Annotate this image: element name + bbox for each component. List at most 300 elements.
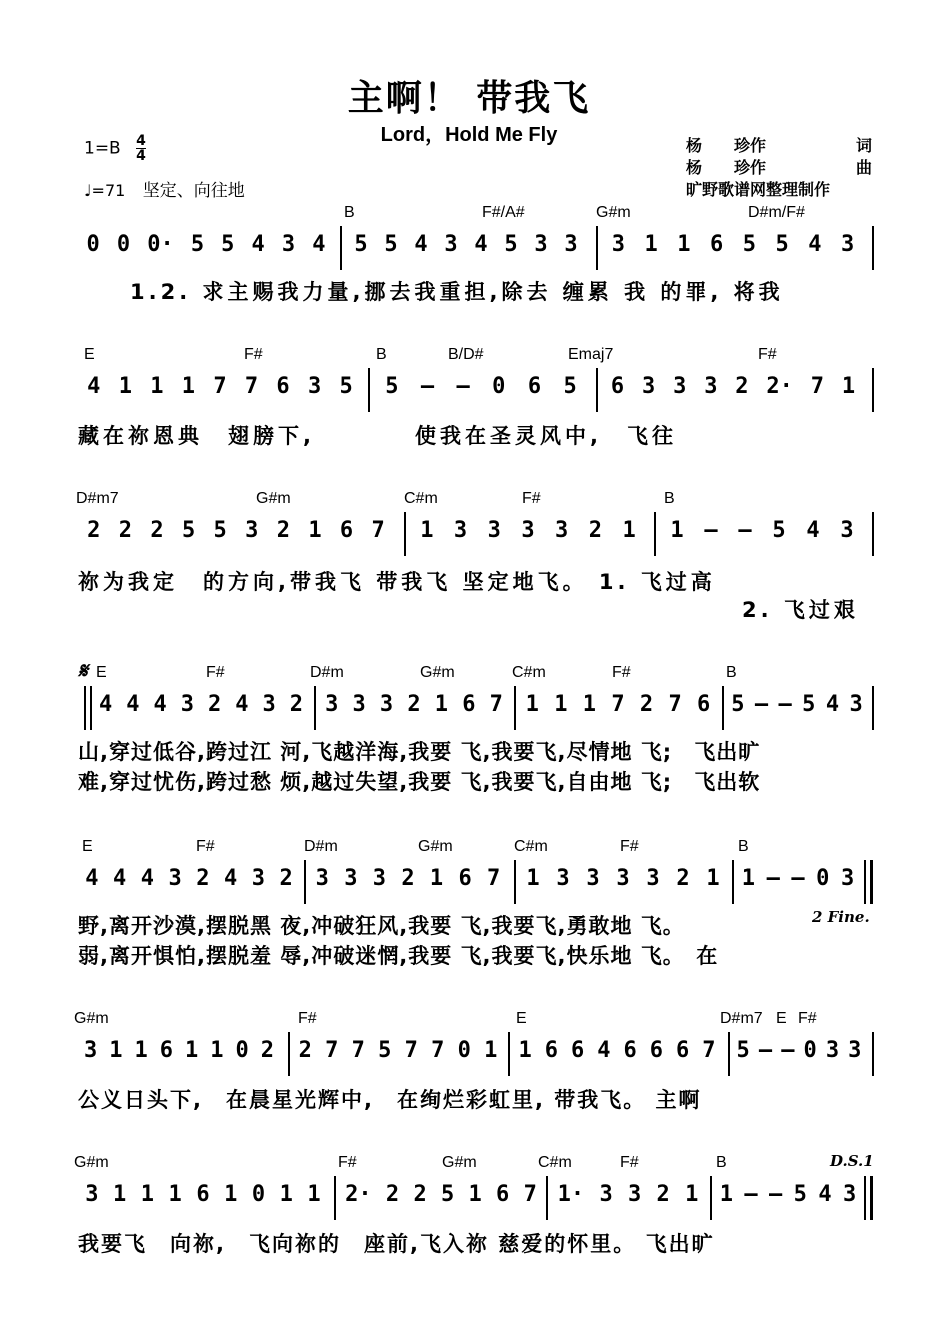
chord: F# bbox=[798, 1010, 817, 1027]
barline bbox=[722, 686, 724, 730]
measure bbox=[292, 1038, 504, 1074]
barline bbox=[864, 860, 866, 904]
note: 5 bbox=[772, 518, 786, 543]
note: 1· bbox=[557, 1182, 585, 1207]
note: – bbox=[791, 866, 805, 891]
note: 4 bbox=[474, 232, 488, 257]
note: 2 bbox=[588, 518, 602, 543]
note: 6 bbox=[676, 1038, 690, 1063]
note: 3 bbox=[849, 692, 863, 717]
note: 1 bbox=[644, 232, 658, 257]
barline bbox=[340, 226, 342, 270]
lyric-line: 藏在祢恩典 翅膀下, 使我在圣灵风中, 飞往 bbox=[78, 424, 677, 448]
chord-line bbox=[78, 204, 874, 226]
note: 1 bbox=[279, 1182, 293, 1207]
chord: G#m bbox=[596, 204, 631, 221]
chord: B bbox=[376, 346, 387, 363]
note: 7 bbox=[371, 518, 385, 543]
note: 7 bbox=[611, 692, 625, 717]
note: 2 bbox=[276, 518, 290, 543]
measure bbox=[410, 518, 646, 554]
note: 1 bbox=[308, 518, 322, 543]
lyricist-role: 词 bbox=[855, 136, 872, 155]
fine-mark: 2 Fine. bbox=[812, 908, 870, 926]
note: 7 bbox=[668, 692, 682, 717]
note: 5 bbox=[339, 374, 353, 399]
note: – bbox=[754, 692, 769, 717]
note: 2 bbox=[150, 518, 164, 543]
chord-line bbox=[78, 838, 874, 860]
note: 6 bbox=[196, 1182, 210, 1207]
measure bbox=[78, 866, 300, 902]
note: 4 bbox=[825, 692, 840, 717]
chord: F#/A# bbox=[482, 204, 525, 221]
chord: B bbox=[726, 664, 737, 681]
barline bbox=[514, 860, 516, 904]
barline bbox=[654, 512, 656, 556]
chord: Emaj7 bbox=[568, 346, 614, 363]
note: 1 bbox=[554, 692, 568, 717]
song-subtitle: Lord，Hold Me Fly bbox=[380, 124, 558, 146]
note: 4 bbox=[99, 692, 113, 717]
note: 0· bbox=[147, 232, 174, 257]
note: 5 bbox=[181, 518, 196, 543]
measure bbox=[714, 1182, 862, 1218]
lyric-line: 我要飞 向祢, 飞向祢的 座前,飞入祢 慈爱的怀里。 飞出旷 bbox=[78, 1232, 715, 1256]
barline bbox=[546, 1176, 548, 1220]
note: 5 bbox=[731, 692, 745, 717]
chord: E bbox=[96, 664, 107, 681]
note-line bbox=[78, 1038, 874, 1074]
note: 3 bbox=[673, 374, 687, 399]
note: 1 bbox=[484, 1038, 498, 1063]
note: – bbox=[704, 518, 718, 543]
composer-role: 曲 bbox=[855, 158, 872, 177]
time-signature bbox=[136, 134, 146, 163]
note: 3 bbox=[352, 692, 366, 717]
note: 1 bbox=[841, 374, 856, 399]
chord: F# bbox=[206, 664, 225, 681]
note: 2· bbox=[345, 1182, 372, 1207]
note: 2 bbox=[260, 1038, 274, 1063]
measure bbox=[78, 518, 394, 554]
barline bbox=[872, 226, 874, 270]
note: 6 bbox=[462, 692, 476, 717]
note: 6 bbox=[710, 232, 724, 257]
note: 0 bbox=[492, 374, 506, 399]
note: 3 bbox=[555, 518, 569, 543]
note: 3 bbox=[180, 692, 194, 717]
barline bbox=[872, 368, 874, 412]
measure bbox=[78, 1038, 280, 1074]
measure bbox=[374, 374, 588, 410]
barline bbox=[314, 686, 316, 730]
lyric-line: 祢为我定 的方向,带我飞 带我飞 坚定地飞。 1. 飞过高 bbox=[78, 570, 716, 594]
chord: G#m bbox=[442, 1154, 477, 1171]
note: 6 bbox=[339, 518, 354, 543]
note: – bbox=[456, 374, 470, 399]
chord: F# bbox=[244, 346, 263, 363]
lyric-line: 1.2. 求主赐我力量,挪去我重担,除去 缠累 我 的罪, 将我 bbox=[130, 280, 784, 304]
note: 2 bbox=[413, 1182, 427, 1207]
measure bbox=[78, 374, 362, 410]
final-barline bbox=[870, 1176, 873, 1220]
note: 3 bbox=[642, 374, 656, 399]
note: 5 bbox=[793, 1182, 807, 1207]
chord: E bbox=[82, 838, 93, 855]
note-line bbox=[78, 866, 874, 902]
note: 1 bbox=[134, 1038, 148, 1063]
note: 2 bbox=[208, 692, 222, 717]
chord: F# bbox=[196, 838, 215, 855]
measure bbox=[78, 232, 334, 268]
chord-line bbox=[78, 346, 874, 368]
barline bbox=[864, 1176, 866, 1220]
measure bbox=[318, 692, 510, 728]
note: 6 bbox=[496, 1182, 510, 1207]
lyric-line-alt: 弱,离开惧怕,摆脱羞 辱,冲破迷惘,我要 飞,我要飞,快乐地 飞。 在 bbox=[78, 944, 719, 968]
note: 5 bbox=[802, 692, 816, 717]
note: 6 bbox=[571, 1038, 585, 1063]
note: 7 bbox=[404, 1038, 418, 1063]
note: 2 bbox=[407, 692, 421, 717]
note: 6 bbox=[623, 1038, 637, 1063]
note: 1 bbox=[420, 518, 434, 543]
note: 6 bbox=[649, 1038, 663, 1063]
note: 5 bbox=[354, 232, 368, 257]
chord: C#m bbox=[404, 490, 438, 507]
note: 1 bbox=[429, 866, 444, 891]
chord: D#m7 bbox=[720, 1010, 763, 1027]
chord: G#m bbox=[418, 838, 453, 855]
barline bbox=[404, 512, 406, 556]
note: 4 bbox=[153, 692, 167, 717]
note: 2 bbox=[639, 692, 654, 717]
lyricist-credit bbox=[686, 133, 872, 155]
note: 0 bbox=[116, 232, 131, 257]
note: 5 bbox=[378, 1038, 392, 1063]
chord-line bbox=[74, 1010, 874, 1032]
note: 3 bbox=[842, 1182, 857, 1207]
note: 2 bbox=[401, 866, 415, 891]
note: 2· bbox=[766, 374, 793, 399]
note: 3 bbox=[281, 232, 296, 257]
ds-mark: D.S.1 bbox=[830, 1152, 874, 1170]
composer-credit bbox=[686, 155, 872, 177]
note-line bbox=[78, 692, 874, 728]
note: 5 bbox=[742, 232, 756, 257]
lyric-line-alt: 难,穿过忧伤,跨过愁 烦,越过失望,我要 飞,我要飞,自由地 飞; 飞出软 bbox=[78, 770, 761, 794]
note: 3 bbox=[325, 692, 339, 717]
note: 3 bbox=[611, 232, 625, 257]
note: – bbox=[758, 1038, 773, 1063]
measure bbox=[518, 692, 718, 728]
note: 3 bbox=[168, 866, 182, 891]
chord: B bbox=[716, 1154, 727, 1171]
measure bbox=[736, 866, 860, 902]
note: – bbox=[766, 866, 780, 891]
note: 1 bbox=[307, 1182, 321, 1207]
note: 6 bbox=[159, 1038, 173, 1063]
note: 1 bbox=[582, 692, 597, 717]
note: 1 bbox=[118, 374, 132, 399]
note: 0 bbox=[457, 1038, 471, 1063]
note: 2 bbox=[735, 374, 749, 399]
maker-text: 旷野歌谱网整理制作 bbox=[686, 180, 831, 199]
note: 2 bbox=[118, 518, 133, 543]
note: 7 bbox=[702, 1038, 716, 1063]
note: 3 bbox=[315, 866, 329, 891]
chord: D#m bbox=[310, 664, 344, 681]
time-top: 4 bbox=[136, 133, 146, 149]
note: 5 bbox=[440, 1182, 455, 1207]
barline bbox=[508, 1032, 510, 1076]
barline bbox=[288, 1032, 290, 1076]
note: 5 bbox=[385, 374, 399, 399]
composer-name: 杨 珍作 bbox=[686, 158, 767, 177]
chord: C#m bbox=[514, 838, 548, 855]
lyric-line: 山,穿过低谷,跨过江 河,飞越洋海,我要 飞,我要飞,尽情地 飞; 飞出旷 bbox=[78, 740, 761, 764]
note: 3 bbox=[245, 518, 259, 543]
note: 7 bbox=[810, 374, 824, 399]
note: 3 bbox=[848, 1038, 862, 1063]
note: 0 bbox=[86, 232, 100, 257]
note: 3 bbox=[262, 692, 276, 717]
note: 1 bbox=[525, 692, 539, 717]
note: 4 bbox=[251, 232, 265, 257]
note: 3 bbox=[84, 1038, 98, 1063]
note: 1 bbox=[719, 1182, 733, 1207]
note-line bbox=[78, 518, 874, 554]
note: 0 bbox=[803, 1038, 817, 1063]
note: 2 bbox=[656, 1182, 670, 1207]
chord: B bbox=[344, 204, 355, 221]
note: 7 bbox=[244, 374, 259, 399]
measure bbox=[602, 232, 864, 268]
barline bbox=[732, 860, 734, 904]
note: 4 bbox=[113, 866, 127, 891]
note: 6 bbox=[527, 374, 542, 399]
segno-sign: 𝄋 bbox=[78, 658, 88, 684]
note: 7 bbox=[487, 866, 501, 891]
note: 3 bbox=[586, 866, 600, 891]
note: 1 bbox=[741, 866, 756, 891]
note: 4 bbox=[140, 866, 154, 891]
note: 7 bbox=[213, 374, 227, 399]
barline bbox=[514, 686, 516, 730]
note: 7 bbox=[325, 1038, 339, 1063]
chord: G#m bbox=[74, 1154, 109, 1171]
note: 2 bbox=[87, 518, 101, 543]
note: 7 bbox=[489, 692, 503, 717]
note: 1 bbox=[113, 1182, 127, 1207]
tempo-mark: ♩=71 bbox=[84, 181, 126, 200]
note: 1 bbox=[168, 1182, 182, 1207]
note: 3 bbox=[840, 866, 855, 891]
note-line bbox=[78, 232, 874, 268]
chord: G#m bbox=[256, 490, 291, 507]
note: 0 bbox=[251, 1182, 266, 1207]
note: – bbox=[781, 1038, 795, 1063]
note: 2 bbox=[676, 866, 690, 891]
barline bbox=[84, 686, 86, 730]
note: 5 bbox=[190, 232, 205, 257]
barline bbox=[872, 1032, 874, 1076]
note: 4 bbox=[818, 1182, 832, 1207]
chord: F# bbox=[338, 1154, 357, 1171]
note: 3 bbox=[627, 1182, 642, 1207]
barline bbox=[334, 1176, 336, 1220]
note: 1 bbox=[224, 1182, 238, 1207]
note: 3 bbox=[372, 866, 387, 891]
chord: C#m bbox=[538, 1154, 572, 1171]
song-title: 主啊！ 带我飞 bbox=[347, 78, 591, 119]
note: 2 bbox=[385, 1182, 400, 1207]
note: 1 bbox=[109, 1038, 123, 1063]
measure bbox=[660, 518, 864, 554]
note: 3 bbox=[599, 1182, 613, 1207]
note: 4 bbox=[414, 232, 428, 257]
note: 3 bbox=[534, 232, 548, 257]
chord: E bbox=[84, 346, 95, 363]
note: 3 bbox=[85, 1182, 99, 1207]
measure bbox=[732, 1038, 866, 1074]
note: 3 bbox=[840, 518, 854, 543]
note: 5 bbox=[384, 232, 398, 257]
note: 1 bbox=[150, 374, 164, 399]
barline bbox=[596, 368, 598, 412]
note: 4 bbox=[806, 518, 820, 543]
time-bottom: 4 bbox=[136, 148, 146, 164]
note: 3 bbox=[646, 866, 660, 891]
note: 1 bbox=[185, 1038, 199, 1063]
mood-text: 坚定、向往地 bbox=[142, 181, 245, 201]
lyric-line-alt: 2. 飞过艰 bbox=[742, 598, 859, 622]
note: 1 bbox=[468, 1182, 482, 1207]
note: 3 bbox=[521, 518, 535, 543]
note: 5 bbox=[221, 232, 235, 257]
note: 4 bbox=[224, 866, 238, 891]
note: 4 bbox=[126, 692, 140, 717]
chord: F# bbox=[522, 490, 541, 507]
measure bbox=[78, 1182, 328, 1218]
tempo-line bbox=[84, 176, 245, 201]
barline bbox=[728, 1032, 730, 1076]
measure bbox=[346, 232, 586, 268]
barline bbox=[872, 686, 874, 730]
note: 1 bbox=[434, 692, 449, 717]
note: 7 bbox=[523, 1182, 537, 1207]
note: 6 bbox=[544, 1038, 558, 1063]
note-line bbox=[78, 1182, 874, 1218]
lyricist-name: 杨 珍作 bbox=[686, 136, 767, 155]
note: 5 bbox=[504, 232, 518, 257]
chord: G#m bbox=[420, 664, 455, 681]
note: 5 bbox=[775, 232, 789, 257]
note: 1 bbox=[685, 1182, 699, 1207]
chord: F# bbox=[758, 346, 777, 363]
note: 3 bbox=[251, 866, 265, 891]
note: 4 bbox=[808, 232, 822, 257]
measure bbox=[726, 692, 868, 728]
note: 6 bbox=[697, 692, 711, 717]
chord: F# bbox=[612, 664, 631, 681]
measure bbox=[518, 866, 728, 902]
note: 2 bbox=[279, 866, 293, 891]
note: 3 bbox=[564, 232, 578, 257]
chord-line bbox=[78, 490, 874, 512]
maker-credit bbox=[686, 177, 872, 199]
barline bbox=[596, 226, 598, 270]
barline bbox=[368, 368, 370, 412]
barline bbox=[872, 512, 874, 556]
note: 1 bbox=[140, 1182, 155, 1207]
chord: F# bbox=[620, 1154, 639, 1171]
measure bbox=[308, 866, 508, 902]
chord: B bbox=[738, 838, 749, 855]
note: 2 bbox=[289, 692, 303, 717]
chord: D#m/F# bbox=[748, 204, 805, 221]
note: 3 bbox=[453, 518, 468, 543]
note: 0 bbox=[235, 1038, 249, 1063]
note: 7 bbox=[351, 1038, 365, 1063]
note: 3 bbox=[444, 232, 458, 257]
chord: E bbox=[776, 1010, 787, 1027]
note: 7 bbox=[431, 1038, 445, 1063]
credits bbox=[686, 133, 872, 199]
note: 1 bbox=[677, 232, 691, 257]
final-barline bbox=[870, 860, 873, 904]
note: 4 bbox=[85, 866, 99, 891]
barline bbox=[710, 1176, 712, 1220]
chord: B bbox=[664, 490, 675, 507]
lyric-line: 野,离开沙漠,摆脱黑 夜,冲破狂风,我要 飞,我要飞,勇敢地 飞。 bbox=[78, 914, 685, 938]
note: 5 bbox=[213, 518, 227, 543]
note: 1 bbox=[670, 518, 684, 543]
chord: C#m bbox=[512, 664, 546, 681]
note: 3 bbox=[556, 866, 570, 891]
note: 1 bbox=[706, 866, 720, 891]
note: – bbox=[738, 518, 752, 543]
note: 1 bbox=[622, 518, 636, 543]
note: 4 bbox=[235, 692, 249, 717]
note: 1 bbox=[181, 374, 196, 399]
chord: G#m bbox=[74, 1010, 109, 1027]
chord: E bbox=[516, 1010, 527, 1027]
key-label: 1=B bbox=[84, 138, 121, 159]
note: 3 bbox=[704, 374, 718, 399]
note: 3 bbox=[379, 692, 394, 717]
chord: D#m7 bbox=[76, 490, 119, 507]
note: 4 bbox=[87, 374, 101, 399]
chord: D#m bbox=[304, 838, 338, 855]
note: 3 bbox=[487, 518, 501, 543]
note: 3 bbox=[344, 866, 358, 891]
note: 2 bbox=[196, 866, 210, 891]
measure bbox=[338, 1182, 544, 1218]
note: 4 bbox=[597, 1038, 611, 1063]
note-line bbox=[78, 374, 874, 410]
key-signature bbox=[84, 134, 146, 163]
note: 3 bbox=[841, 232, 855, 257]
note: – bbox=[744, 1182, 758, 1207]
chord-line bbox=[74, 1154, 874, 1176]
note: 3 bbox=[307, 374, 322, 399]
note: 3 bbox=[825, 1038, 840, 1063]
note: 3 bbox=[616, 866, 630, 891]
chord: F# bbox=[620, 838, 639, 855]
note: 1 bbox=[526, 866, 540, 891]
